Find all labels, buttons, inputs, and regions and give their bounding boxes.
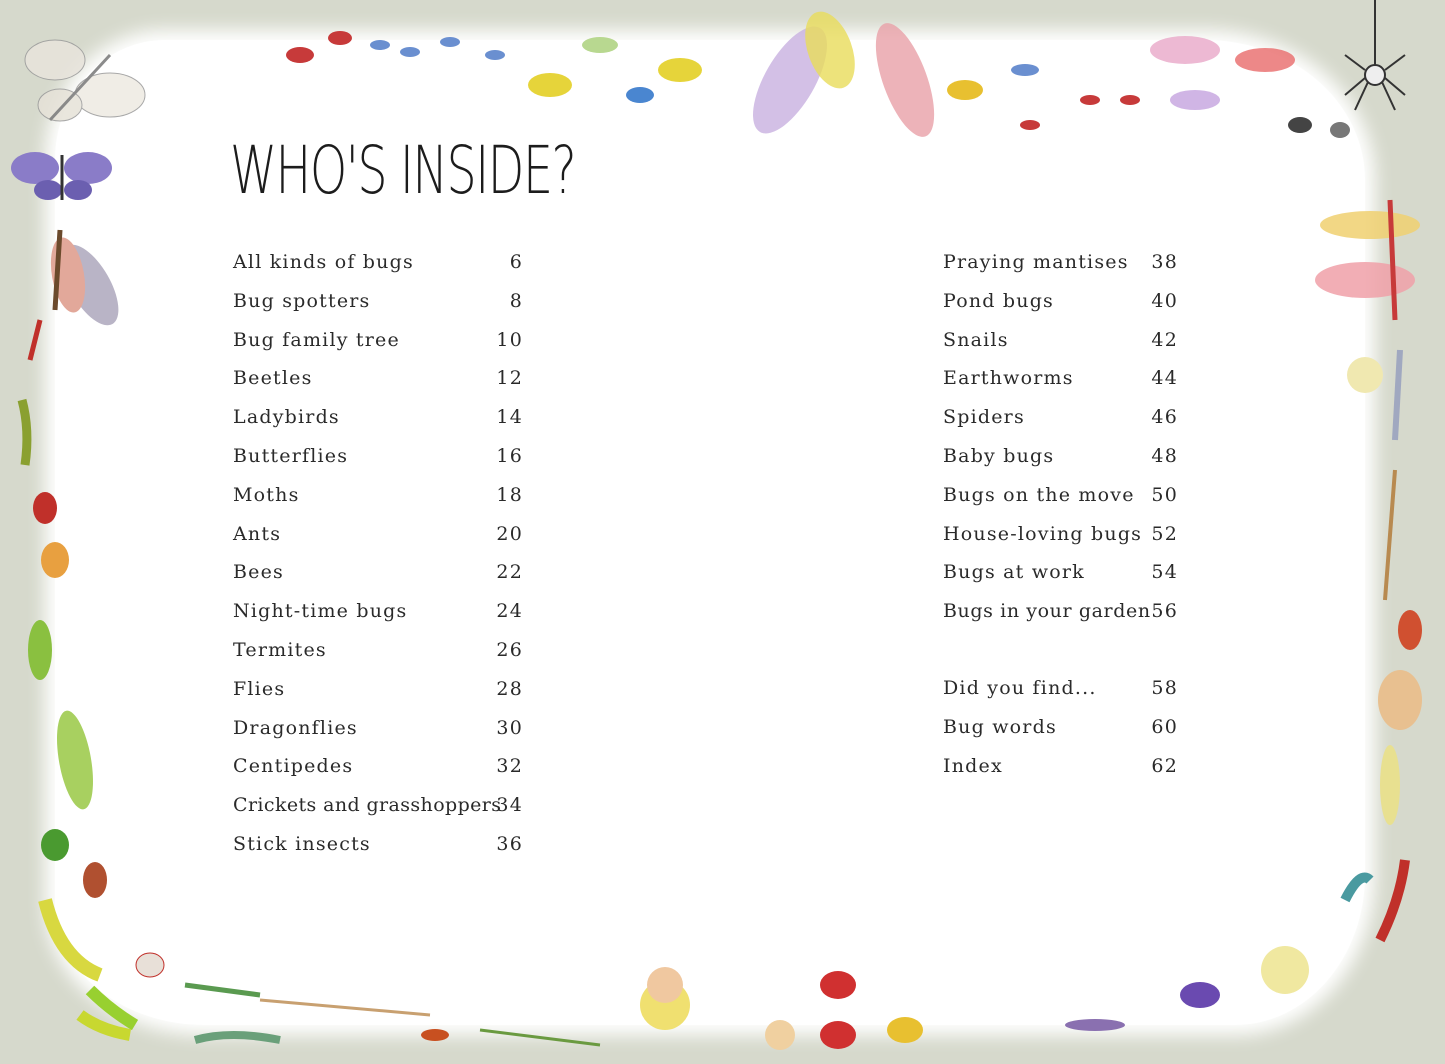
contents-entry[interactable] (233, 670, 523, 709)
contents-entry[interactable] (233, 476, 523, 515)
entry-page: 60 (1151, 715, 1178, 738)
entry-page: 32 (496, 755, 523, 778)
entry-label: Bug words (943, 715, 1057, 738)
contents-entry[interactable] (943, 476, 1178, 515)
contents-entry[interactable] (233, 709, 523, 748)
entry-page: 52 (1151, 522, 1178, 545)
entry-page: 30 (496, 716, 523, 739)
entry-label: Index (943, 754, 1003, 777)
entry-page: 38 (1151, 251, 1178, 273)
contents-list-extra (943, 669, 1178, 785)
contents-entry[interactable] (943, 669, 1178, 708)
entry-label: Stick insects (233, 832, 371, 855)
entry-page: 24 (496, 600, 523, 623)
entry-page: 36 (496, 832, 523, 855)
entry-page: 40 (1151, 289, 1178, 312)
entry-page: 18 (496, 483, 523, 506)
entry-label: Bugs at work (943, 561, 1085, 584)
entry-label: Bugs on the move (943, 483, 1135, 506)
entry-label: Butterflies (233, 444, 349, 467)
contents-entry[interactable] (943, 359, 1178, 398)
entry-page: 46 (1151, 406, 1178, 429)
contents-entry[interactable] (233, 398, 523, 437)
contents-entry[interactable] (943, 553, 1178, 592)
contents-entry[interactable] (233, 631, 523, 670)
entry-label: Ladybirds (233, 406, 340, 429)
entry-label: Night-time bugs (233, 600, 408, 623)
entry-label: Earthworms (943, 367, 1074, 390)
contents-entry[interactable] (233, 282, 523, 321)
contents-entry[interactable] (943, 592, 1178, 631)
entry-page: 56 (1151, 600, 1178, 623)
entry-page: 44 (1151, 367, 1178, 390)
contents-entry[interactable] (233, 243, 523, 282)
contents-entry[interactable] (233, 437, 523, 476)
entry-page: 14 (496, 406, 523, 429)
contents-entry[interactable] (233, 359, 523, 398)
entry-page: 22 (496, 561, 523, 584)
entry-label: All kinds of bugs (233, 251, 414, 273)
contents-entry[interactable] (233, 321, 523, 360)
spider-illustration (1345, 0, 1405, 110)
contents-entry[interactable] (943, 282, 1178, 321)
entry-label: Did you find... (943, 677, 1097, 699)
entry-page: 16 (496, 444, 523, 467)
contents-entry[interactable] (233, 747, 523, 786)
contents-entry[interactable] (233, 786, 523, 825)
entry-label: Dragonflies (233, 716, 358, 739)
contents-entry[interactable] (943, 708, 1178, 747)
entry-label: Crickets and grasshoppers (233, 794, 502, 817)
entry-label: Spiders (943, 406, 1025, 429)
entry-label: Moths (233, 483, 300, 506)
entry-page: 26 (496, 638, 523, 661)
entry-page: 54 (1151, 561, 1178, 584)
entry-page: 20 (496, 522, 523, 545)
entry-label: House-loving bugs (943, 522, 1143, 545)
entry-label: Baby bugs (943, 444, 1055, 467)
entry-page: 48 (1151, 444, 1178, 467)
contents-list-right (943, 243, 1178, 631)
entry-page: 6 (509, 251, 523, 273)
entry-page: 12 (496, 367, 523, 390)
entry-label: Bugs in your garden (943, 600, 1151, 623)
entry-page: 42 (1151, 328, 1178, 351)
contents-entry[interactable] (233, 825, 523, 864)
entry-label: Beetles (233, 367, 313, 390)
entry-label: Snails (943, 328, 1009, 351)
entry-label: Bug family tree (233, 328, 400, 351)
contents-entry[interactable] (943, 243, 1178, 282)
entry-label: Flies (233, 677, 286, 700)
contents-entry[interactable] (943, 398, 1178, 437)
entry-page: 58 (1151, 677, 1178, 699)
entry-page: 50 (1151, 483, 1178, 506)
entry-label: Pond bugs (943, 289, 1055, 312)
entry-label: Bug spotters (233, 289, 371, 312)
entry-label: Bees (233, 561, 285, 584)
contents-entry[interactable] (943, 437, 1178, 476)
contents-entry[interactable] (233, 553, 523, 592)
entry-label: Termites (233, 638, 327, 661)
contents-entry[interactable] (233, 592, 523, 631)
entry-label: Centipedes (233, 755, 354, 778)
entry-page: 10 (496, 328, 523, 351)
entry-label: Ants (233, 522, 282, 545)
entry-label: Praying mantises (943, 251, 1129, 273)
contents-entry[interactable] (233, 515, 523, 554)
entry-page: 62 (1151, 754, 1178, 777)
contents-entry[interactable] (943, 321, 1178, 360)
contents-entry[interactable] (943, 747, 1178, 786)
entry-page: 28 (496, 677, 523, 700)
entry-page: 34 (496, 794, 523, 817)
contents-list-left (233, 243, 523, 864)
contents-entry[interactable] (943, 515, 1178, 554)
page-title: WHO'S INSIDE? (230, 132, 576, 209)
entry-page: 8 (509, 289, 523, 312)
